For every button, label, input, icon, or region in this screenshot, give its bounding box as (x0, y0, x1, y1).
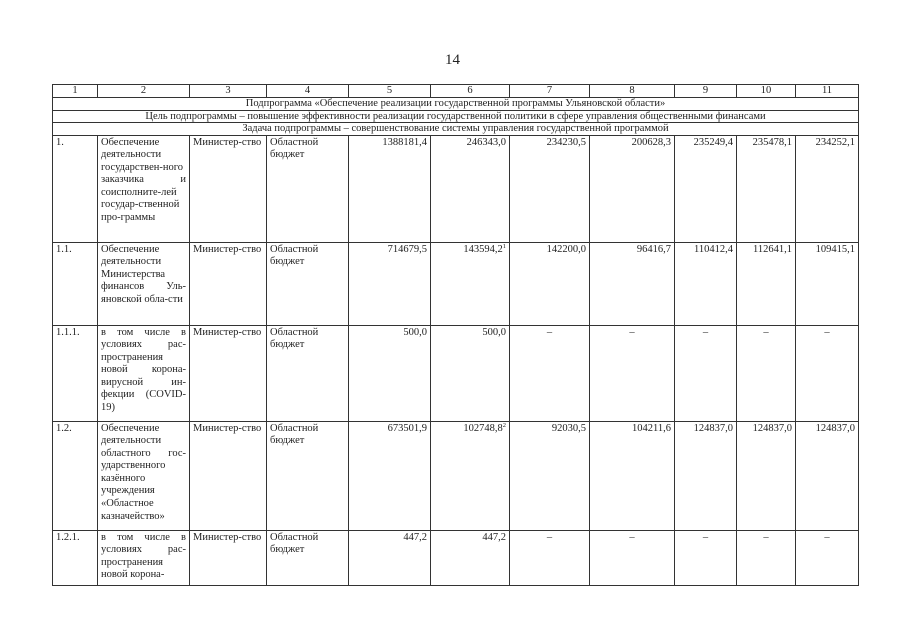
row-name: в том числе в условиях рас-пространения новой корона- (98, 530, 190, 585)
row-value-cell (431, 325, 510, 421)
row-value: 124837,0 (796, 421, 859, 530)
row-value: – (675, 325, 737, 421)
row-value: 110412,4 (675, 242, 737, 325)
row-value: 447,2 (349, 530, 431, 585)
row-executor: Министер-ство (190, 135, 267, 242)
row-value: – (675, 530, 737, 585)
row-name: Обеспечение деятельности Министерства финансов Уль-яновской обла-сти (98, 242, 190, 325)
row-source: Областной бюджет (267, 242, 349, 325)
column-number: 3 (190, 85, 267, 98)
column-number: 7 (510, 85, 590, 98)
footnote-mark: 1 (502, 242, 506, 250)
subprogram-task: Задача подпрограммы – совершенствование системы управления государственной программой (53, 123, 859, 136)
row-value: 124837,0 (675, 421, 737, 530)
column-number: 1 (53, 85, 98, 98)
column-number: 5 (349, 85, 431, 98)
table-row (53, 530, 859, 585)
row-index: 1.1. (53, 242, 98, 325)
row-value-cell (431, 421, 510, 530)
row-value-cell (431, 135, 510, 242)
row-value: 500,0 (482, 326, 506, 338)
row-value: 102748,8 (463, 422, 503, 434)
row-index: 1.2.1. (53, 530, 98, 585)
row-value: – (737, 325, 796, 421)
row-value-cell (431, 242, 510, 325)
row-value: 235249,4 (675, 135, 737, 242)
row-value: 109415,1 (796, 242, 859, 325)
column-number: 2 (98, 85, 190, 98)
row-value: 234230,5 (510, 135, 590, 242)
row-name: Обеспечение деятельности областного гос-ударственного казённого учреждения «Областное казначейство» (98, 421, 190, 530)
footnote-mark: 2 (502, 421, 506, 429)
column-number: 8 (590, 85, 675, 98)
row-source: Областной бюджет (267, 530, 349, 585)
row-value: – (737, 530, 796, 585)
column-number: 6 (431, 85, 510, 98)
row-value: 1388181,4 (349, 135, 431, 242)
row-value: 714679,5 (349, 242, 431, 325)
row-value: 96416,7 (590, 242, 675, 325)
row-value: 235478,1 (737, 135, 796, 242)
row-source: Областной бюджет (267, 421, 349, 530)
row-index: 1.1.1. (53, 325, 98, 421)
subprogram-goal: Цель подпрограммы – повышение эффективности реализации государственной политики в сфере управления общественными финансами (53, 110, 859, 123)
column-number: 10 (737, 85, 796, 98)
row-value: 234252,1 (796, 135, 859, 242)
row-name: в том числе в условиях рас-пространения новой корона-вирусной ин-фекции (COVID-19) (98, 325, 190, 421)
row-source: Областной бюджет (267, 325, 349, 421)
row-value: 112641,1 (737, 242, 796, 325)
row-value: 200628,3 (590, 135, 675, 242)
row-executor: Министер-ство (190, 530, 267, 585)
row-value: 500,0 (349, 325, 431, 421)
row-name: Обеспечение деятельности государствен-ного заказчика и соисполните-лей государ-ственной про-граммы (98, 135, 190, 242)
row-value: 143594,2 (463, 243, 503, 255)
row-value: 447,2 (482, 531, 506, 543)
column-number-row (53, 85, 859, 98)
row-source: Областной бюджет (267, 135, 349, 242)
page-number: 14 (445, 52, 460, 68)
table-row (53, 421, 859, 530)
row-value: 104211,6 (590, 421, 675, 530)
table-row (53, 325, 859, 421)
row-value: 246343,0 (466, 136, 506, 148)
subprogram-title: Подпрограмма «Обеспечение реализации государственной программы Ульяновской области» (53, 98, 859, 111)
row-value: – (510, 325, 590, 421)
row-executor: Министер-ство (190, 421, 267, 530)
row-value-cell (431, 530, 510, 585)
table-row (53, 242, 859, 325)
column-number: 11 (796, 85, 859, 98)
column-number: 9 (675, 85, 737, 98)
row-value: 142200,0 (510, 242, 590, 325)
row-value: 673501,9 (349, 421, 431, 530)
row-value: – (796, 325, 859, 421)
row-value: – (796, 530, 859, 585)
row-executor: Министер-ство (190, 242, 267, 325)
row-executor: Министер-ство (190, 325, 267, 421)
row-value: – (590, 325, 675, 421)
row-value: – (590, 530, 675, 585)
row-value: – (510, 530, 590, 585)
row-value: 124837,0 (737, 421, 796, 530)
column-number: 4 (267, 85, 349, 98)
budget-table (52, 84, 859, 586)
row-index: 1. (53, 135, 98, 242)
table-row (53, 135, 859, 242)
row-index: 1.2. (53, 421, 98, 530)
row-value: 92030,5 (510, 421, 590, 530)
